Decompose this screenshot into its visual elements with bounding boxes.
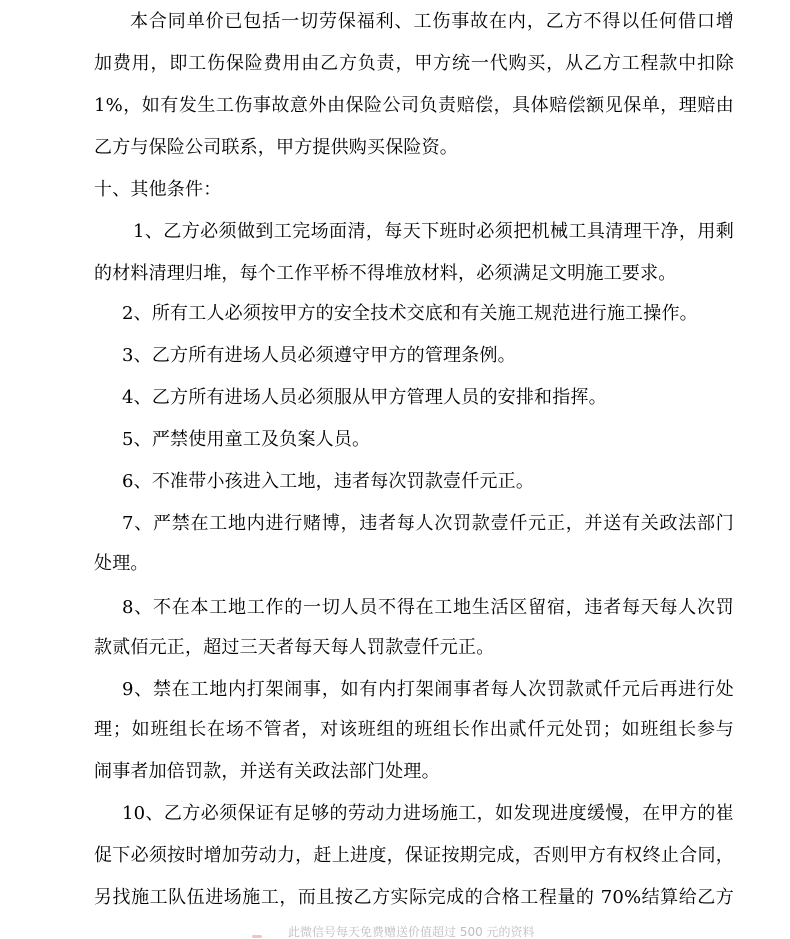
clause-line: 6、不准带小孩进入工地，违者每次罚款壹仟元正。 [122, 471, 535, 492]
paragraph-line: 1%，如有发生工伤事故意外由保险公司负责赔偿，具体赔偿额见保单，理赔由 [94, 95, 734, 116]
clause-line: 的材料清理归堆，每个工作平桥不得堆放材料，必须满足文明施工要求。 [94, 263, 677, 284]
footer-watermark: 此微信号每天免费赠送价值超过 500 元的资料 [288, 925, 535, 939]
paragraph-line: 本合同单价已包括一切劳保福利、工伤事故在内，乙方不得以任何借口增 [130, 11, 734, 32]
section-heading: 十、其他条件： [94, 179, 222, 200]
clause-line: 8、不在本工地工作的一切人员不得在工地生活区留宿，违者每天每人次罚 [122, 597, 734, 618]
clause-line: 2、所有工人必须按甲方的安全技术交底和有关施工规范进行施工操作。 [122, 303, 698, 324]
paragraph-line: 加费用，即工伤保险费用由乙方负责，甲方统一代购买，从乙方工程款中扣除 [94, 53, 734, 74]
clause-line: 3、乙方所有进场人员必须遵守甲方的管理条例。 [122, 345, 516, 366]
clause-line: 处理。 [94, 553, 149, 574]
footer-logo-mark [252, 935, 262, 938]
clause-line: 7、严禁在工地内进行赌博，违者每人次罚款壹仟元正，并送有关政法部门 [122, 513, 734, 534]
clause-line: 理；如班组长在场不管者，对该班组的班组长作出贰仟元处罚；如班组长参与 [94, 719, 734, 740]
clause-line: 另找施工队伍进场施工，而且按乙方实际完成的合格工程量的 70%结算给乙方 [94, 887, 734, 908]
clause-line: 闹事者加倍罚款，并送有关政法部门处理。 [94, 761, 440, 782]
clause-line: 9、禁在工地内打架闹事，如有内打架闹事者每人次罚款贰仟元后再进行处 [122, 679, 734, 700]
clause-line: 款贰佰元正，超过三天者每天每人罚款壹仟元正。 [94, 637, 495, 658]
clause-line: 5、严禁使用童工及负案人员。 [122, 429, 371, 450]
paragraph-line: 乙方与保险公司联系，甲方提供购买保险资。 [94, 137, 458, 158]
clause-line: 促下必须按时增加劳动力，赶上进度，保证按期完成，否则甲方有权终止合同， [94, 845, 734, 866]
clause-line: 4、乙方所有进场人员必须服从甲方管理人员的安排和指挥。 [122, 387, 607, 408]
clause-line: 10、乙方必须保证有足够的劳动力进场施工，如发现进度缓慢，在甲方的崔 [122, 803, 734, 824]
clause-line: 1、乙方必须做到工完场面清，每天下班时必须把机械工具清理干净，用剩 [133, 221, 734, 242]
